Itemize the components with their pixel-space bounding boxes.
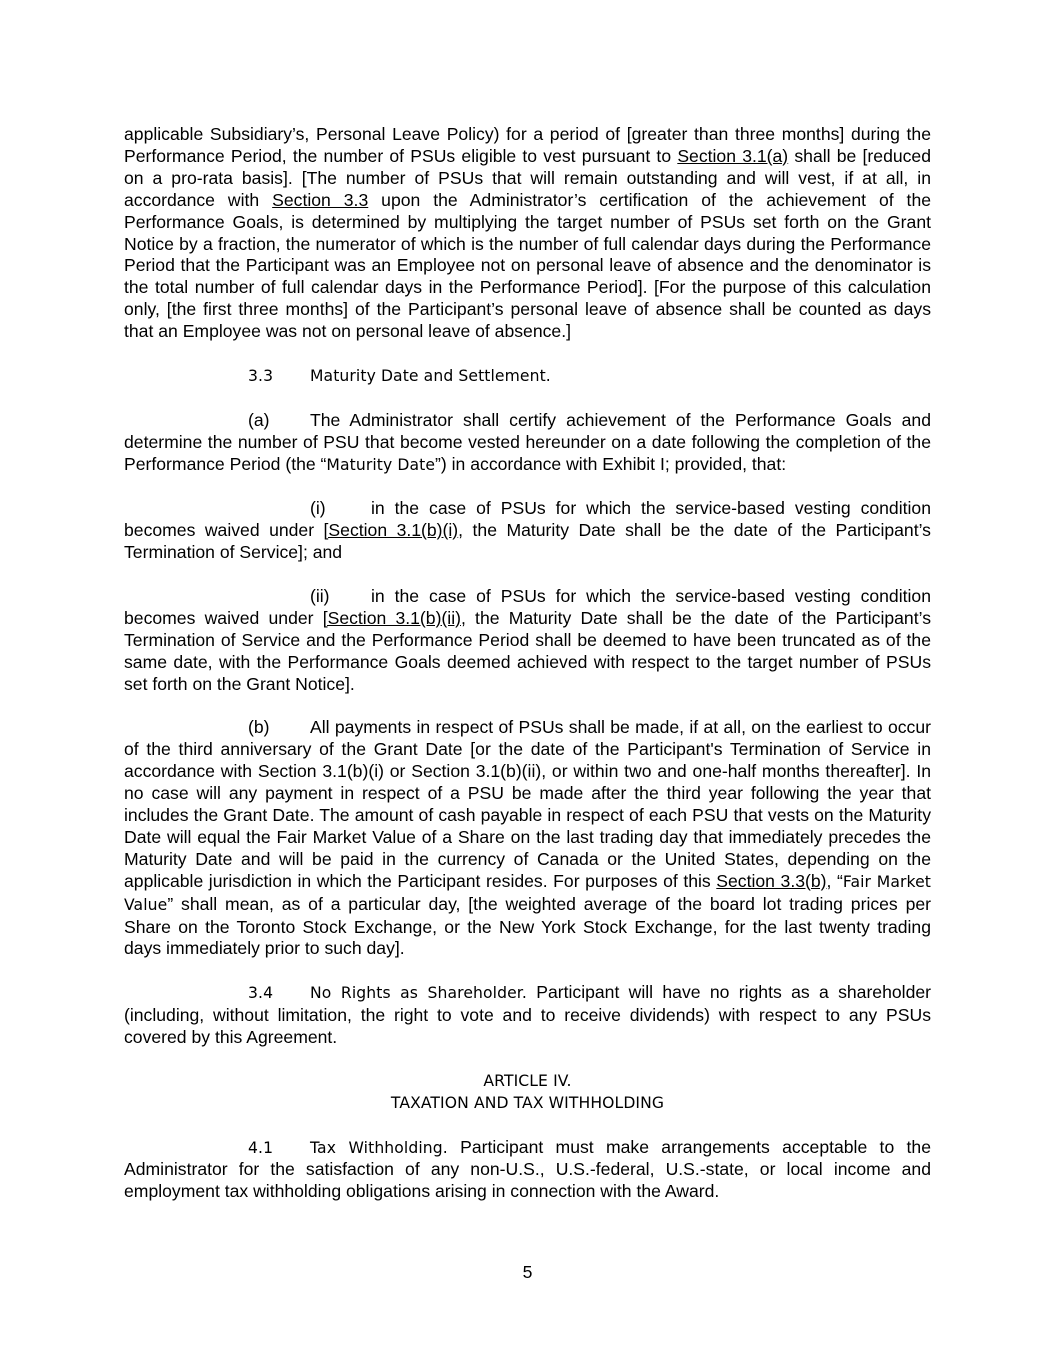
section-title: Tax Withholding. [310, 1138, 448, 1157]
section-3-1-b-ii-link[interactable]: [Section 3.1(b)(ii) [322, 607, 461, 628]
text: , the Maturity Date shall be the date of the Participant’s Termination of Service and the Performance Period shall be deemed to have been truncated as of the same date, with the Performance Goals deemed achieved with respect to the target number of PSUs set forth on the Grant Notice]. [124, 607, 931, 694]
text: in the case of PSUs for which the service-based vesting condition becomes waived under [124, 498, 931, 541]
text: upon the Administrator’s certification of the achievement of the Performance Goals, is determined by multiplying the target number of PSUs set forth on the Grant Notice by a fraction, the numerator of which is the number of full calendar days during the Performance Period that the Participant was an Employee not on personal leave of absence and the denominator is the total number of full calendar days in the Performance Period]. [For the purpose of this calculation only, [the first three months] of the Participant’s personal leave of absence shall be counted as days that an Employee was not on personal leave of absence.] [124, 189, 932, 342]
section-3-3-link[interactable]: Section 3.3 [272, 189, 369, 210]
text: , the Maturity Date shall be the date of the Participant’s Termination of Service]; and [124, 520, 931, 563]
paragraph-3-3-a [124, 410, 931, 477]
document-page [124, 124, 931, 1203]
section-title: No Rights as Shareholder. [310, 984, 527, 1003]
text: All payments in respect of PSUs shall be made, if at all, on the earliest to occur of the third anniversary of the Grant Date [or the date of the Participant's Termination of Service in accordance with Section 3.1(b)(i) or Section 3.1(b)(ii), or within two and one-half months thereafter]. In no case will any payment in respect of a PSU be made after the third year following the year that includes the Grant Date. The amount of cash payable in respect of each PSU that vests on the Maturity Date will equal the Fair Market Value of a Share on the last trading day that immediately precedes the Maturity Date and will be paid in the currency of Canada or the United States, depending on the applicable jurisdiction in which the Participant resides. For purposes of this [124, 717, 931, 891]
paragraph-3-3-a-i [124, 498, 931, 564]
article-number: ARTICLE IV. [483, 1071, 572, 1090]
defined-term: Fair Market Value [124, 872, 932, 914]
section-number: 4.1 [248, 1138, 274, 1157]
article-title: TAXATION AND TAX WITHHOLDING [390, 1093, 665, 1112]
text: shall be [reduced on a pro-rata basis]. [The number of PSUs that will remain outstanding and will vest, if at all, in accordance with [124, 145, 932, 210]
section-3-3-heading [124, 365, 931, 388]
text: ”) in accordance with Exhibit I; provided, that: [435, 453, 787, 474]
text: Participant must make arrangements acceptable to the Administrator for the satisfaction of any non-U.S., U.S.-federal, U.S.-state, or local income and employment tax withholding obligations arising in connection with the Award. [124, 1136, 931, 1202]
text: ” shall mean, as of a particular day, [the weighted average of the board lot trading prices per Share on the Toronto Stock Exchange, or the New York Stock Exchange, for the last twenty trading days immediately prior to such day]. [124, 893, 931, 959]
paragraph-3-4 [124, 982, 931, 1049]
paragraph-personal-leave [124, 124, 931, 343]
text: , “ [826, 870, 843, 891]
clause-label: (i) [310, 498, 326, 519]
section-3-1-a-link[interactable]: Section 3.1(a) [677, 145, 789, 166]
clause-label: (ii) [310, 585, 330, 606]
text: The Administrator shall certify achievement of the Performance Goals and determine the number of PSU that become vested hereunder on a date following the completion of the Performance Period (the “ [124, 409, 931, 474]
section-number: 3.3 [248, 366, 274, 385]
section-number: 3.4 [248, 984, 274, 1003]
defined-term: Maturity Date [326, 455, 436, 474]
paragraph-3-3-b [124, 717, 931, 960]
text: Participant will have no rights as a shareholder (including, without limitation, the right to vote and to receive dividends) with respect to any PSUs covered by this Agreement. [124, 982, 931, 1048]
section-3-3-b-link[interactable]: Section 3.3(b) [716, 870, 827, 891]
page-number: 5 [522, 1262, 533, 1282]
paragraph-4-1 [124, 1137, 931, 1204]
section-title: Maturity Date and Settlement. [310, 366, 551, 385]
text: in the case of PSUs for which the service-based vesting condition becomes waived under [124, 585, 931, 628]
clause-label: (a) [248, 409, 270, 430]
section-3-1-b-i-link[interactable]: [Section 3.1(b)(i) [323, 520, 459, 541]
clause-label: (b) [248, 717, 270, 738]
text: applicable Subsidiary’s, Personal Leave Policy) for a period of [greater than three months] during the Performance Period, the number of PSUs eligible to vest pursuant to [124, 124, 931, 166]
paragraph-3-3-a-ii [124, 586, 931, 696]
article-heading [124, 1071, 931, 1115]
